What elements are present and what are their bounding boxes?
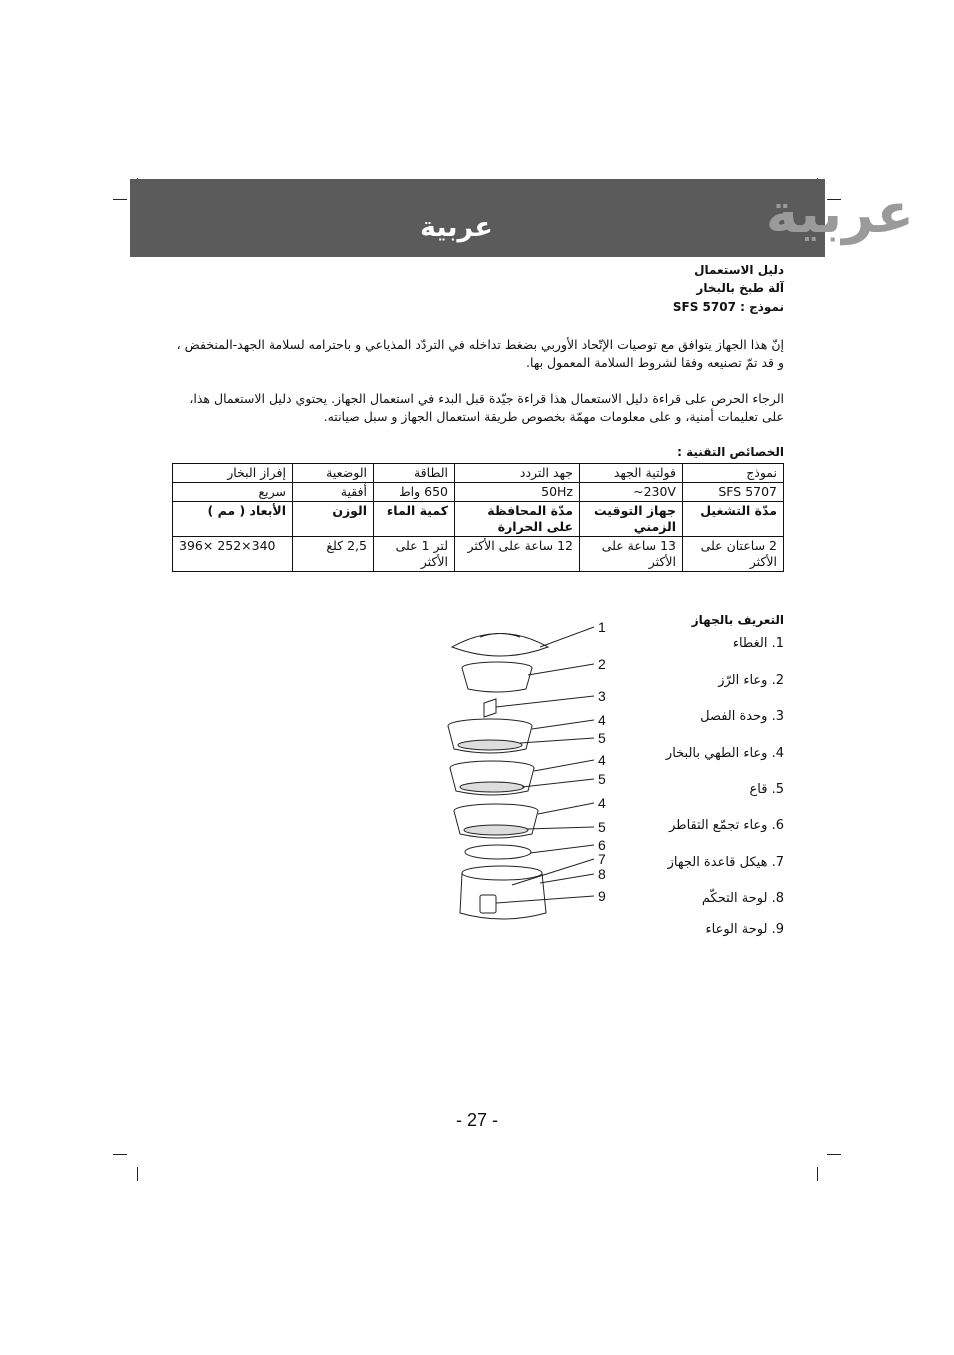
crop-mark xyxy=(827,1154,841,1155)
table-cell: أفقية xyxy=(293,483,374,502)
diagram-label: 4 xyxy=(598,795,606,811)
diagram-label: 5 xyxy=(598,819,606,835)
specs-title: الخصائص التقنية : xyxy=(677,445,784,459)
diagram-label: 5 xyxy=(598,771,606,787)
table-row xyxy=(173,537,784,572)
leader-line xyxy=(540,627,594,647)
leader-line xyxy=(496,696,594,707)
diagram-label: 7 xyxy=(598,851,606,867)
table-cell: جهاز التوقيت الزمني xyxy=(580,502,683,537)
table-row xyxy=(173,483,784,502)
specs-table xyxy=(172,463,784,572)
table-cell: 2 ساعتان على الأكثر xyxy=(683,537,784,572)
part-item: 8. لوحة التحكّم xyxy=(701,891,784,906)
table-cell: فولتية الجهد xyxy=(580,464,683,483)
diagram-label: 2 xyxy=(598,656,606,672)
steam-bowl-base xyxy=(460,782,524,792)
table-cell: كمية الماء xyxy=(374,502,455,537)
leader-line xyxy=(526,827,594,829)
leader-line xyxy=(522,779,594,787)
table-cell: مدّة التشغيل xyxy=(683,502,784,537)
banner-title: عربية xyxy=(420,212,493,243)
diagram-label: 6 xyxy=(598,837,606,853)
part-item: 3. وحدة الفصل xyxy=(700,709,784,724)
leader-line xyxy=(538,803,594,814)
table-cell: 340×252 ×396 xyxy=(173,537,293,572)
table-cell: 230V~ xyxy=(580,483,683,502)
page-number: - 27 - xyxy=(455,1110,498,1130)
table-row xyxy=(173,502,784,537)
part-item: 1. الغطاء xyxy=(732,636,784,651)
diagram-label: 1 xyxy=(598,619,606,635)
table-cell: الأبعاد ( مم ) xyxy=(173,502,293,537)
table-cell: 12 ساعة على الأكثر xyxy=(455,537,580,572)
crop-mark xyxy=(113,199,127,200)
part-item: 6. وعاء تجمّع التقاطر xyxy=(669,818,784,833)
leader-line xyxy=(534,760,594,771)
model-number: نموذج : SFS 5707 xyxy=(672,300,784,314)
crop-mark xyxy=(113,1154,127,1155)
diagram-label: 4 xyxy=(598,752,606,768)
leader-line xyxy=(530,845,594,853)
diagram-label: 8 xyxy=(598,866,606,882)
part-item: 7. هيكل قاعدة الجهاز xyxy=(667,855,784,870)
base-top xyxy=(462,866,542,880)
table-row xyxy=(173,464,784,483)
leader-line xyxy=(532,720,594,729)
table-cell: إفراز البخار xyxy=(173,464,293,483)
table-cell: سريع xyxy=(173,483,293,502)
instructions-paragraph: الرجاء الحرص على قراءة دليل الاستعمال هذا قراءة جيّدة قبل البدء في استعمال الجهاز. يحتوي دليل الاستعمال هذا، على تعليمات أمنية، و على معلومات مهمّة بخصوص طريقة استعمال الجهاز و سبل صيانته. xyxy=(189,391,784,424)
parts-title: التعريف بالجهاز xyxy=(691,613,784,627)
banner-watermark-title: عربية xyxy=(765,181,914,245)
steam-bowl-base xyxy=(458,740,522,750)
table-cell: لتر 1 على الأكثر xyxy=(374,537,455,572)
table-cell: جهد التردد xyxy=(455,464,580,483)
crop-mark xyxy=(137,1167,138,1181)
diagram-label: 9 xyxy=(598,888,606,904)
diagram-label: 4 xyxy=(598,712,606,728)
table-cell: الوضعية xyxy=(293,464,374,483)
lid-shape xyxy=(452,634,548,657)
table-cell: مدّة المحافظة على الحرارة xyxy=(455,502,580,537)
rice-bowl-body xyxy=(462,668,532,692)
intro-paragraph: إنّ هذا الجهاز يتوافق مع توصيات الإتّحاد الأوربي بضغط تداخله في التردّد المذياعي و باحترامه لسلامة الجهد-المنخفض ، و قد تمّ تصنيعه وفقا لشروط السلامة المعمول بها. xyxy=(176,337,784,370)
table-cell: 650 واط xyxy=(374,483,455,502)
diagram-label: 5 xyxy=(598,730,606,746)
table-cell: نموذج xyxy=(683,464,784,483)
table-cell: الطاقة xyxy=(374,464,455,483)
leader-line xyxy=(528,664,594,675)
separator-shape xyxy=(484,699,496,717)
steam-bowl-base xyxy=(464,825,528,835)
table-cell: 13 ساعة على الأكثر xyxy=(580,537,683,572)
diagram-label: 3 xyxy=(598,688,606,704)
crop-mark xyxy=(817,1167,818,1181)
part-item: 9. لوحة الوعاء xyxy=(705,922,784,937)
control-panel xyxy=(480,895,496,913)
drip-tray xyxy=(465,845,531,859)
manual-title: دليل الاستعمال xyxy=(694,263,784,277)
table-cell: SFS 5707 xyxy=(683,483,784,502)
part-item: 5. قاع xyxy=(749,782,784,797)
table-cell: 50Hz xyxy=(455,483,580,502)
table-cell: 2,5 كلغ xyxy=(293,537,374,572)
leader-line xyxy=(540,874,594,883)
table-cell: الوزن xyxy=(293,502,374,537)
steamer-exploded-diagram xyxy=(440,615,620,935)
leader-line xyxy=(520,738,594,743)
part-item: 2. وعاء الرّز xyxy=(718,673,784,688)
product-name: آلة طبخ بالبخار xyxy=(696,281,784,295)
part-item: 4. وعاء الطهي بالبخار xyxy=(665,746,784,761)
